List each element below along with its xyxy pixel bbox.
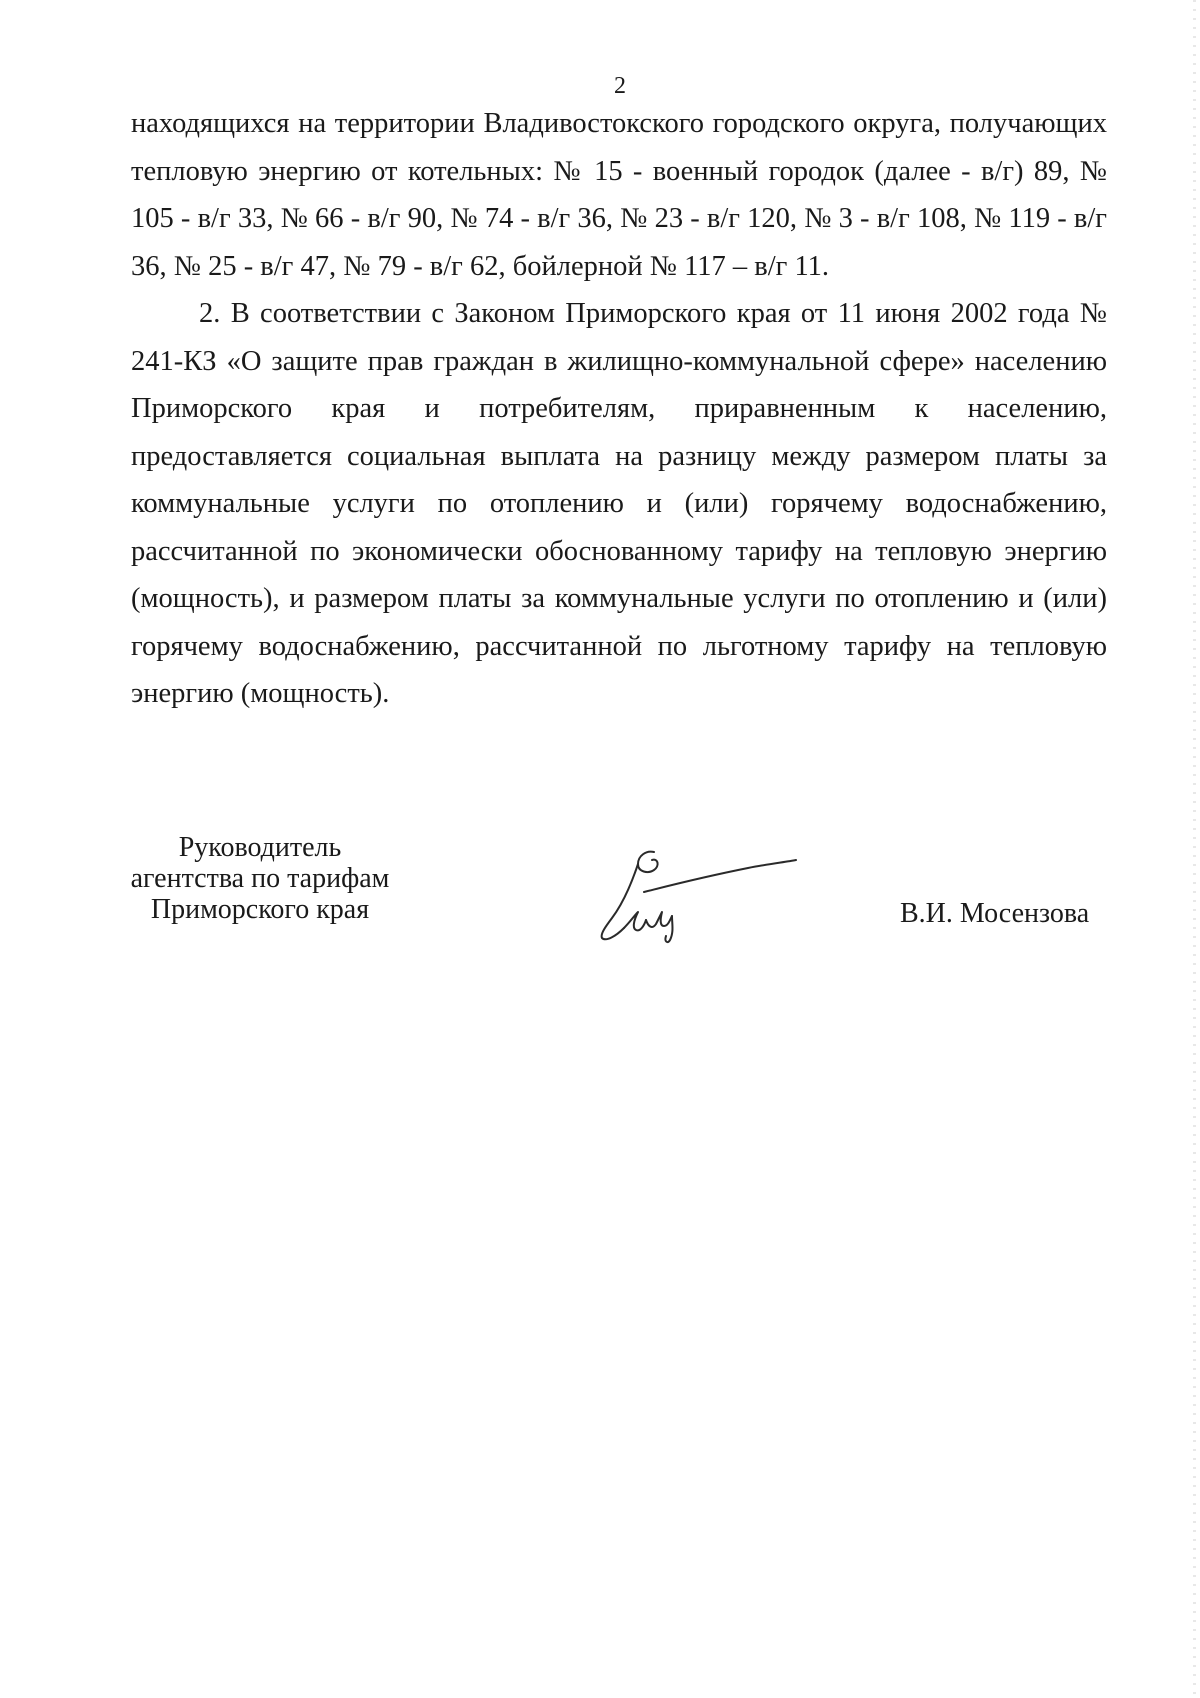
signatory-position-line: Руководитель — [178, 832, 342, 863]
paragraph-continuation: находящихся на территории Владивостокского городского округа, получающих тепловую энергию от котельных: № 15 - военный городок (далее - в/г) 89, № 105 - в/г 33, № 66 - в/г 90, № 74 - в/г 36, № 23 - в/г 120, № 3 - в/г 108, № 119 - в/г 36, № 25 - в/г 47, № 79 - в/г 62, бойлерной № 117 – в/г 11. — [131, 108, 1107, 282]
signatory-position-line: Приморского края — [150, 894, 370, 925]
page-number: 2 — [614, 73, 626, 99]
signatory-name: В.И. Мосензова — [900, 898, 1090, 929]
signatory-position-line: агентства по тарифам — [130, 863, 390, 894]
handwritten-signature-icon — [598, 848, 798, 948]
paragraph-2: 2. В соответствии с Законом Приморского края от 11 июня 2002 года № 241-КЗ «О защите прав граждан в жилищно-коммунальной сфере» населению Приморского края и потребителям, приравненным к населению, предоставляется социальная выплата на разницу между размером платы за коммунальные услуги по отоплению и (или) горячему водоснабжению, рассчитанной по экономически обоснованному тарифу на тепловую энергию (мощность), и размером платы за коммунальные услуги по отоплению и (или) горячему водоснабжению, рассчитанной по льготному тарифу на тепловую энергию (мощность). — [131, 298, 1107, 709]
document-body — [131, 100, 1107, 718]
signatory-position — [110, 832, 410, 925]
scan-edge-artifact — [1193, 0, 1196, 1698]
